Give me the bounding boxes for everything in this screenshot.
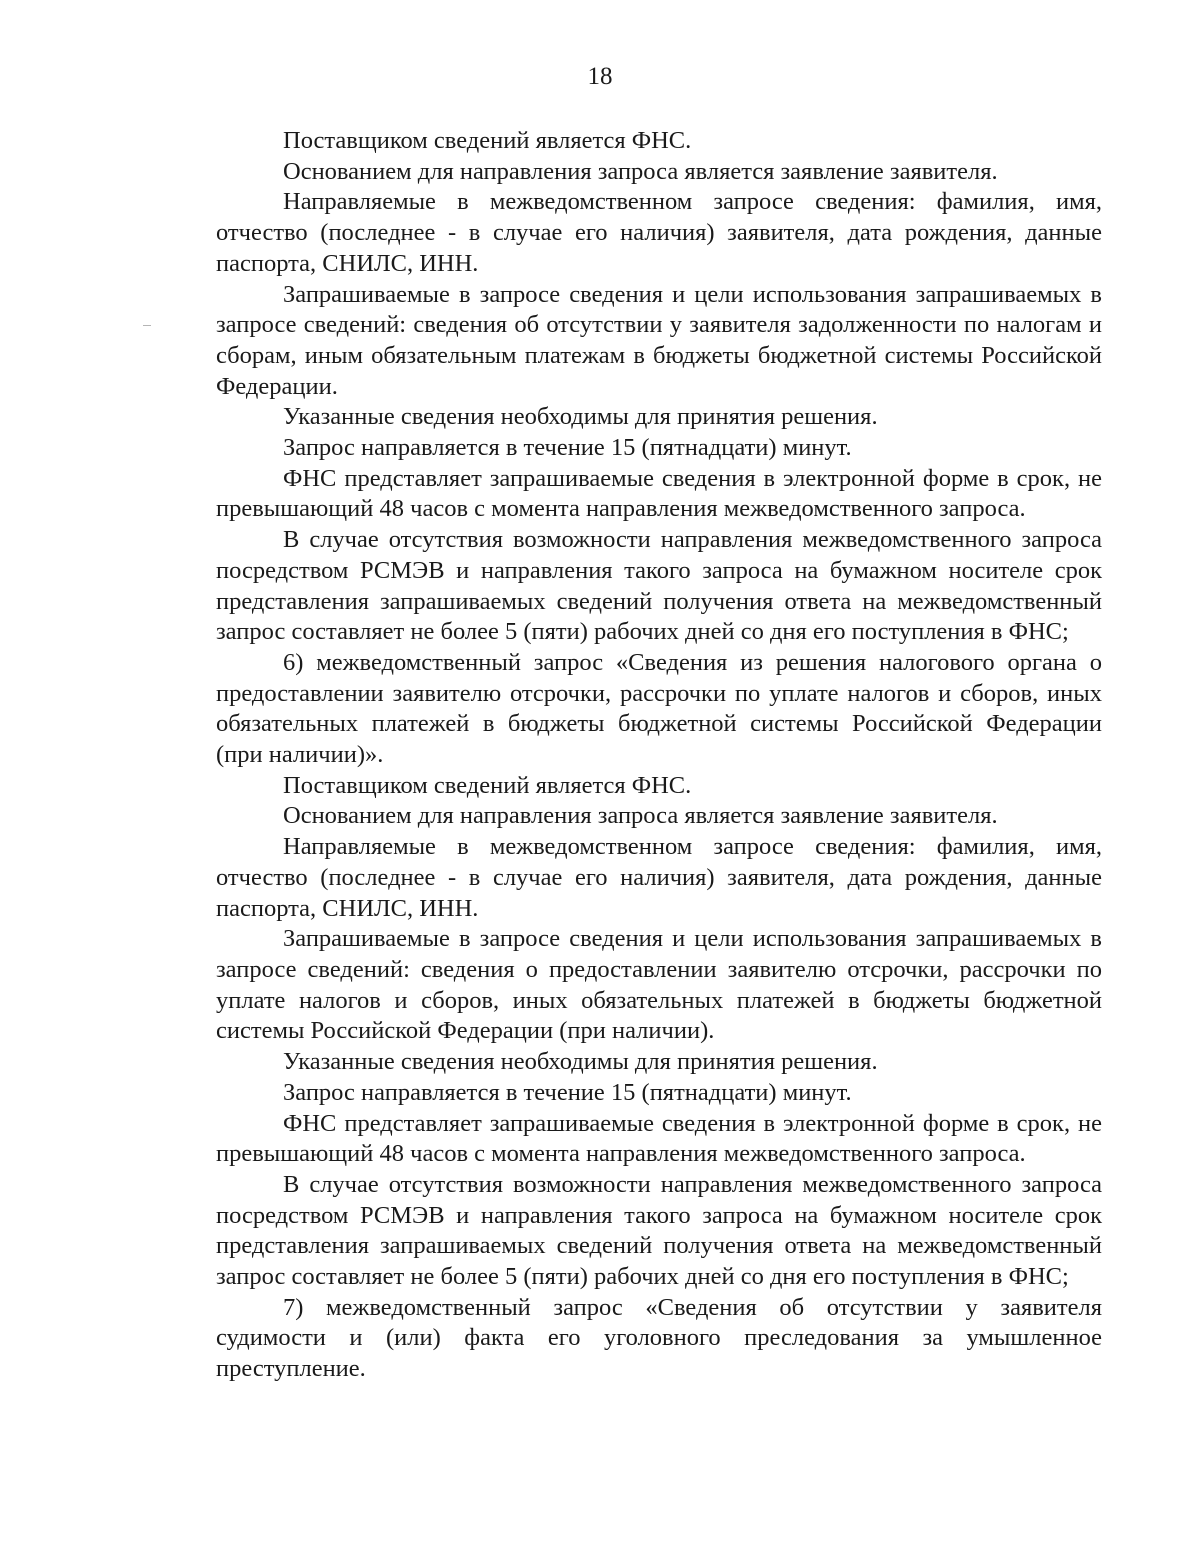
scan-margin-mark xyxy=(143,325,151,326)
paragraph-fns-response-time-2: ФНС представляет запрашиваемые сведения в электронной форме в срок, не превышающий 48 часов с момента направления межведомственного запроса. xyxy=(216,1109,1102,1168)
paragraph-sent-data: Направляемые в межведомственном запросе сведения: фамилия, имя, отчество (последнее - в случае его наличия) заявителя, дата рождения, данные паспорта, СНИЛС, ИНН. xyxy=(216,188,1102,277)
paragraph-item-7-request: 7) межведомственный запрос «Сведения об отсутствии у заявителя судимости и (или) факта его уголовного преследования за умышленное преступление. xyxy=(216,1293,1102,1383)
paragraph-supplier-fns: Поставщиком сведений является ФНС. xyxy=(283,127,692,154)
paragraph-requested-data-deferral: Запрашиваемые в запросе сведения и цели использования запрашиваемых в запросе сведений: сведения о предоставлении заявителю отсрочки, рассрочки по уплате налогов и сборов, иных обязательных платежей в бюджеты бюджетной системы Российской Федерации (при наличии). xyxy=(216,925,1102,1045)
paragraph-sent-data-2: Направляемые в межведомственном запросе сведения: фамилия, имя, отчество (последнее - в случае его наличия) заявителя, дата рождения, данные паспорта, СНИЛС, ИНН. xyxy=(216,833,1102,922)
paragraph-item-6-request: 6) межведомственный запрос «Сведения из решения налогового органа о предоставлении заявителю отсрочки, рассрочки по уплате налогов и сборов, иных обязательных платежей в бюджеты бюджетной системы Российской Федерации (при наличии)». xyxy=(216,648,1102,769)
paragraph-request-timing-2: Запрос направляется в течение 15 (пятнадцати) минут. xyxy=(283,1078,852,1106)
page-number: 18 xyxy=(587,63,613,90)
paragraph-paper-request-term-2: В случае отсутствия возможности направления межведомственного запроса посредством РСМЭВ и направления такого запроса на бумажном носителе срок представления запрашиваемых сведений получения ответа на межведомственный запрос составляет не более 5 (пяти) рабочих дней со дня его поступления в ФНС; xyxy=(216,1170,1102,1291)
document-body xyxy=(216,126,1102,1385)
paragraph-supplier-fns-2: Поставщиком сведений является ФНС. xyxy=(283,771,692,799)
paragraph-decision-purpose-2: Указанные сведения необходимы для принятия решения. xyxy=(283,1048,878,1076)
paragraph-request-timing: Запрос направляется в течение 15 (пятнадцати) минут. xyxy=(283,434,852,462)
paragraph-requested-data-debt: Запрашиваемые в запросе сведения и цели использования запрашиваемых в запросе сведений: сведения об отсутствии у заявителя задолженности по налогам и сборам, иным обязательным платежам в бюджеты бюджетной системы Российской Федерации. xyxy=(216,280,1102,400)
paragraph-paper-request-term: В случае отсутствия возможности направления межведомственного запроса посредством РСМЭВ и направления такого запроса на бумажном носителе срок представления запрашиваемых сведений получения ответа на межведомственный запрос составляет не более 5 (пяти) рабочих дней со дня его поступления в ФНС; xyxy=(216,526,1102,646)
paragraph-request-basis-2: Основанием для направления запроса является заявление заявителя. xyxy=(283,802,998,830)
paragraph-fns-response-time: ФНС представляет запрашиваемые сведения в электронной форме в срок, не превышающий 48 часов с момента направления межведомственного запроса. xyxy=(216,464,1102,523)
paragraph-decision-purpose: Указанные сведения необходимы для принятия решения. xyxy=(283,403,878,431)
paragraph-request-basis: Основанием для направления запроса является заявление заявителя. xyxy=(283,157,998,185)
